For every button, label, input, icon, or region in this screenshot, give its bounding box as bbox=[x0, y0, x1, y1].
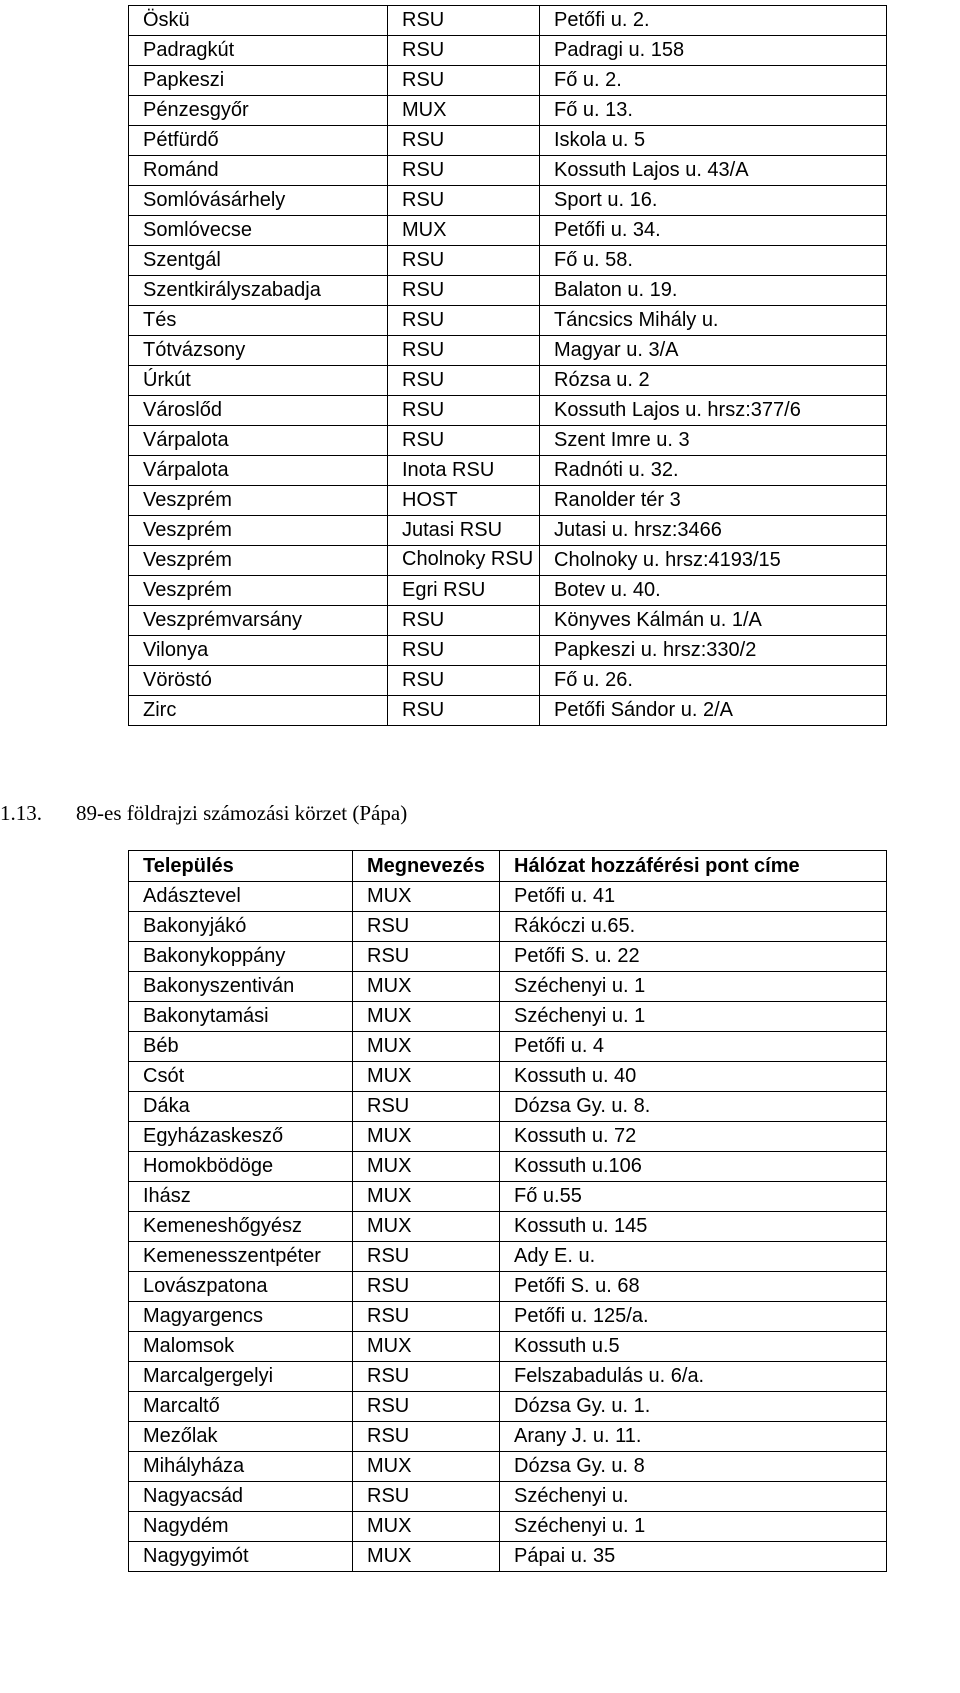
designation-cell: RSU bbox=[388, 246, 540, 276]
table-row bbox=[129, 882, 887, 912]
settlement-cell: Bakonykoppány bbox=[129, 942, 353, 972]
settlement-cell: Vilonya bbox=[129, 636, 388, 666]
designation-cell: MUX bbox=[353, 1332, 500, 1362]
designation-cell: RSU bbox=[388, 6, 540, 36]
address-cell: Kossuth Lajos u. hrsz:377/6 bbox=[540, 396, 887, 426]
table-row bbox=[129, 606, 887, 636]
table-body bbox=[129, 882, 887, 1572]
settlement-cell: Veszprém bbox=[129, 546, 388, 576]
designation-cell: MUX bbox=[353, 1152, 500, 1182]
designation-cell: RSU bbox=[388, 426, 540, 456]
settlement-cell: Veszprém bbox=[129, 516, 388, 546]
table-row bbox=[129, 972, 887, 1002]
table-row bbox=[129, 912, 887, 942]
address-cell: Táncsics Mihály u. bbox=[540, 306, 887, 336]
settlement-cell: Homokbödöge bbox=[129, 1152, 353, 1182]
address-cell: Kossuth u.5 bbox=[500, 1332, 887, 1362]
designation-cell: HOST bbox=[388, 486, 540, 516]
settlement-cell: Veszprém bbox=[129, 486, 388, 516]
table-row bbox=[129, 1302, 887, 1332]
settlement-cell: Ihász bbox=[129, 1182, 353, 1212]
address-cell: Fő u. 2. bbox=[540, 66, 887, 96]
address-cell: Kossuth u.106 bbox=[500, 1152, 887, 1182]
designation-cell: RSU bbox=[353, 942, 500, 972]
address-cell: Széchenyi u. bbox=[500, 1482, 887, 1512]
address-cell: Radnóti u. 32. bbox=[540, 456, 887, 486]
table-row bbox=[129, 336, 887, 366]
table-row bbox=[129, 1152, 887, 1182]
settlement-cell: Dáka bbox=[129, 1092, 353, 1122]
designation-cell: RSU bbox=[388, 156, 540, 186]
table-body bbox=[129, 6, 887, 726]
designation-cell: RSU bbox=[388, 126, 540, 156]
designation-cell: MUX bbox=[388, 216, 540, 246]
table-row bbox=[129, 126, 887, 156]
settlement-cell: Veszprémvarsány bbox=[129, 606, 388, 636]
address-cell: Dózsa Gy. u. 8. bbox=[500, 1092, 887, 1122]
designation-cell: MUX bbox=[353, 1452, 500, 1482]
address-cell: Iskola u. 5 bbox=[540, 126, 887, 156]
address-cell: Petőfi u. 4 bbox=[500, 1032, 887, 1062]
designation-cell: RSU bbox=[388, 666, 540, 696]
settlement-cell: Vöröstó bbox=[129, 666, 388, 696]
address-cell: Petőfi S. u. 68 bbox=[500, 1272, 887, 1302]
settlement-cell: Lovászpatona bbox=[129, 1272, 353, 1302]
table-row bbox=[129, 426, 887, 456]
settlement-cell: Egyházaskesző bbox=[129, 1122, 353, 1152]
settlement-cell: Várpalota bbox=[129, 456, 388, 486]
settlement-cell: Várpalota bbox=[129, 426, 388, 456]
table-row bbox=[129, 486, 887, 516]
address-cell: Fő u. 13. bbox=[540, 96, 887, 126]
designation-cell: RSU bbox=[388, 276, 540, 306]
designation-cell: MUX bbox=[353, 1212, 500, 1242]
settlement-cell: Csót bbox=[129, 1062, 353, 1092]
designation-cell: RSU bbox=[353, 1272, 500, 1302]
table-row bbox=[129, 696, 887, 726]
table-row bbox=[129, 1032, 887, 1062]
table-header bbox=[129, 851, 887, 882]
table-row bbox=[129, 246, 887, 276]
table-row bbox=[129, 1362, 887, 1392]
settlement-cell: Tés bbox=[129, 306, 388, 336]
table-row bbox=[129, 1452, 887, 1482]
address-cell: Széchenyi u. 1 bbox=[500, 972, 887, 1002]
designation-cell: RSU bbox=[353, 1392, 500, 1422]
designation-cell: RSU bbox=[388, 636, 540, 666]
settlement-cell: Tótvázsony bbox=[129, 336, 388, 366]
address-cell: Ranolder tér 3 bbox=[540, 486, 887, 516]
designation-cell: RSU bbox=[388, 336, 540, 366]
table-row bbox=[129, 1122, 887, 1152]
table-row bbox=[129, 1512, 887, 1542]
designation-cell: Egri RSU bbox=[388, 576, 540, 606]
table-row bbox=[129, 1062, 887, 1092]
address-cell: Fő u. 58. bbox=[540, 246, 887, 276]
settlement-cell: Zirc bbox=[129, 696, 388, 726]
table-row bbox=[129, 186, 887, 216]
table-row bbox=[129, 1242, 887, 1272]
address-cell: Petőfi S. u. 22 bbox=[500, 942, 887, 972]
address-cell: Széchenyi u. 1 bbox=[500, 1002, 887, 1032]
settlement-cell: Somlóvecse bbox=[129, 216, 388, 246]
designation-cell: MUX bbox=[353, 1032, 500, 1062]
table-row bbox=[129, 156, 887, 186]
address-cell: Dózsa Gy. u. 8 bbox=[500, 1452, 887, 1482]
table-row bbox=[129, 96, 887, 126]
settlement-cell: Bakonyjákó bbox=[129, 912, 353, 942]
address-cell: Ady E. u. bbox=[500, 1242, 887, 1272]
address-cell: Pápai u. 35 bbox=[500, 1542, 887, 1572]
settlement-cell: Kemeneshőgyész bbox=[129, 1212, 353, 1242]
designation-cell: RSU bbox=[388, 606, 540, 636]
designation-cell: RSU bbox=[353, 1482, 500, 1512]
designation-cell: MUX bbox=[353, 1512, 500, 1542]
settlement-cell: Nagydém bbox=[129, 1512, 353, 1542]
table-row bbox=[129, 6, 887, 36]
settlement-cell: Nagyacsád bbox=[129, 1482, 353, 1512]
table-row bbox=[129, 36, 887, 66]
designation-cell: MUX bbox=[388, 96, 540, 126]
address-cell: Könyves Kálmán u. 1/A bbox=[540, 606, 887, 636]
table-row bbox=[129, 1392, 887, 1422]
settlement-cell: Papkeszi bbox=[129, 66, 388, 96]
designation-cell: RSU bbox=[388, 66, 540, 96]
address-cell: Magyar u. 3/A bbox=[540, 336, 887, 366]
table-row bbox=[129, 306, 887, 336]
settlement-cell: Bakonytamási bbox=[129, 1002, 353, 1032]
address-cell: Jutasi u. hrsz:3466 bbox=[540, 516, 887, 546]
table-row bbox=[129, 1182, 887, 1212]
settlement-cell: Pétfürdő bbox=[129, 126, 388, 156]
table-row bbox=[129, 576, 887, 606]
designation-cell: MUX bbox=[353, 1002, 500, 1032]
settlement-cell: Bakonyszentiván bbox=[129, 972, 353, 1002]
settlement-cell: Veszprém bbox=[129, 576, 388, 606]
address-cell: Petőfi u. 41 bbox=[500, 882, 887, 912]
address-cell: Petőfi u. 125/a. bbox=[500, 1302, 887, 1332]
table-row bbox=[129, 942, 887, 972]
section-heading bbox=[0, 798, 407, 828]
designation-cell: RSU bbox=[388, 696, 540, 726]
designation-cell: RSU bbox=[388, 306, 540, 336]
address-cell: Petőfi u. 34. bbox=[540, 216, 887, 246]
settlement-cell: Pénzesgyőr bbox=[129, 96, 388, 126]
address-cell: Szent Imre u. 3 bbox=[540, 426, 887, 456]
table-row bbox=[129, 516, 887, 546]
address-cell: Balaton u. 19. bbox=[540, 276, 887, 306]
address-cell: Kossuth u. 40 bbox=[500, 1062, 887, 1092]
table-row bbox=[129, 546, 887, 576]
settlement-cell: Somlóvásárhely bbox=[129, 186, 388, 216]
settlement-cell: Úrkút bbox=[129, 366, 388, 396]
address-cell: Rákóczi u.65. bbox=[500, 912, 887, 942]
designation-cell: MUX bbox=[353, 1542, 500, 1572]
designation-cell: RSU bbox=[353, 1242, 500, 1272]
designation-cell: RSU bbox=[353, 1422, 500, 1452]
network-access-table-continued bbox=[128, 5, 887, 726]
address-cell: Arany J. u. 11. bbox=[500, 1422, 887, 1452]
address-cell: Felszabadulás u. 6/a. bbox=[500, 1362, 887, 1392]
designation-cell: RSU bbox=[388, 186, 540, 216]
table-row bbox=[129, 1092, 887, 1122]
address-cell: Kossuth Lajos u. 43/A bbox=[540, 156, 887, 186]
table-row bbox=[129, 1002, 887, 1032]
designation-cell: RSU bbox=[353, 912, 500, 942]
address-cell: Fő u.55 bbox=[500, 1182, 887, 1212]
column-header-designation: Megnevezés bbox=[353, 851, 500, 882]
table-row bbox=[129, 396, 887, 426]
designation-cell: RSU bbox=[388, 36, 540, 66]
settlement-cell: Öskü bbox=[129, 6, 388, 36]
settlement-cell: Marcaltő bbox=[129, 1392, 353, 1422]
table-row bbox=[129, 276, 887, 306]
table-row bbox=[129, 666, 887, 696]
settlement-cell: Városlőd bbox=[129, 396, 388, 426]
settlement-cell: Románd bbox=[129, 156, 388, 186]
designation-cell: MUX bbox=[353, 1122, 500, 1152]
network-access-table-papa bbox=[128, 850, 887, 1572]
designation-cell: MUX bbox=[353, 1182, 500, 1212]
table-row bbox=[129, 1332, 887, 1362]
settlement-cell: Kemenesszentpéter bbox=[129, 1242, 353, 1272]
settlement-cell: Nagygyimót bbox=[129, 1542, 353, 1572]
column-header-settlement: Település bbox=[129, 851, 353, 882]
table-row bbox=[129, 1272, 887, 1302]
settlement-cell: Adásztevel bbox=[129, 882, 353, 912]
address-cell: Kossuth u. 72 bbox=[500, 1122, 887, 1152]
designation-cell: RSU bbox=[353, 1302, 500, 1332]
table-row bbox=[129, 216, 887, 246]
address-cell: Botev u. 40. bbox=[540, 576, 887, 606]
address-cell: Fő u. 26. bbox=[540, 666, 887, 696]
address-cell: Papkeszi u. hrsz:330/2 bbox=[540, 636, 887, 666]
section-title: 89-es földrajzi számozási körzet (Pápa) bbox=[76, 801, 408, 825]
designation-cell: Inota RSU bbox=[388, 456, 540, 486]
header-row bbox=[129, 851, 887, 882]
designation-cell: Cholnoky RSU bbox=[388, 546, 540, 576]
address-cell: Kossuth u. 145 bbox=[500, 1212, 887, 1242]
settlement-cell: Magyargencs bbox=[129, 1302, 353, 1332]
settlement-cell: Malomsok bbox=[129, 1332, 353, 1362]
address-cell: Sport u. 16. bbox=[540, 186, 887, 216]
designation-cell: RSU bbox=[388, 366, 540, 396]
address-cell: Petőfi Sándor u. 2/A bbox=[540, 696, 887, 726]
designation-cell: MUX bbox=[353, 1062, 500, 1092]
table-row bbox=[129, 1542, 887, 1572]
address-cell: Dózsa Gy. u. 1. bbox=[500, 1392, 887, 1422]
table-row bbox=[129, 1482, 887, 1512]
address-cell: Petőfi u. 2. bbox=[540, 6, 887, 36]
designation-cell: Jutasi RSU bbox=[388, 516, 540, 546]
designation-cell: RSU bbox=[353, 1092, 500, 1122]
designation-cell: RSU bbox=[388, 396, 540, 426]
settlement-cell: Szentgál bbox=[129, 246, 388, 276]
table-row bbox=[129, 1422, 887, 1452]
table-row bbox=[129, 636, 887, 666]
settlement-cell: Szentkirályszabadja bbox=[129, 276, 388, 306]
column-header-access-point-address: Hálózat hozzáférési pont címe bbox=[500, 851, 887, 882]
settlement-cell: Marcalgergelyi bbox=[129, 1362, 353, 1392]
settlement-cell: Mihályháza bbox=[129, 1452, 353, 1482]
table-row bbox=[129, 1212, 887, 1242]
section-number: 1.13. bbox=[0, 801, 42, 825]
settlement-cell: Béb bbox=[129, 1032, 353, 1062]
address-cell: Széchenyi u. 1 bbox=[500, 1512, 887, 1542]
table-row bbox=[129, 66, 887, 96]
settlement-cell: Padragkút bbox=[129, 36, 388, 66]
table-row bbox=[129, 366, 887, 396]
address-cell: Rózsa u. 2 bbox=[540, 366, 887, 396]
designation-cell: MUX bbox=[353, 882, 500, 912]
designation-cell: RSU bbox=[353, 1362, 500, 1392]
designation-cell: MUX bbox=[353, 972, 500, 1002]
table-row bbox=[129, 456, 887, 486]
address-cell: Cholnoky u. hrsz:4193/15 bbox=[540, 546, 887, 576]
settlement-cell: Mezőlak bbox=[129, 1422, 353, 1452]
address-cell: Padragi u. 158 bbox=[540, 36, 887, 66]
